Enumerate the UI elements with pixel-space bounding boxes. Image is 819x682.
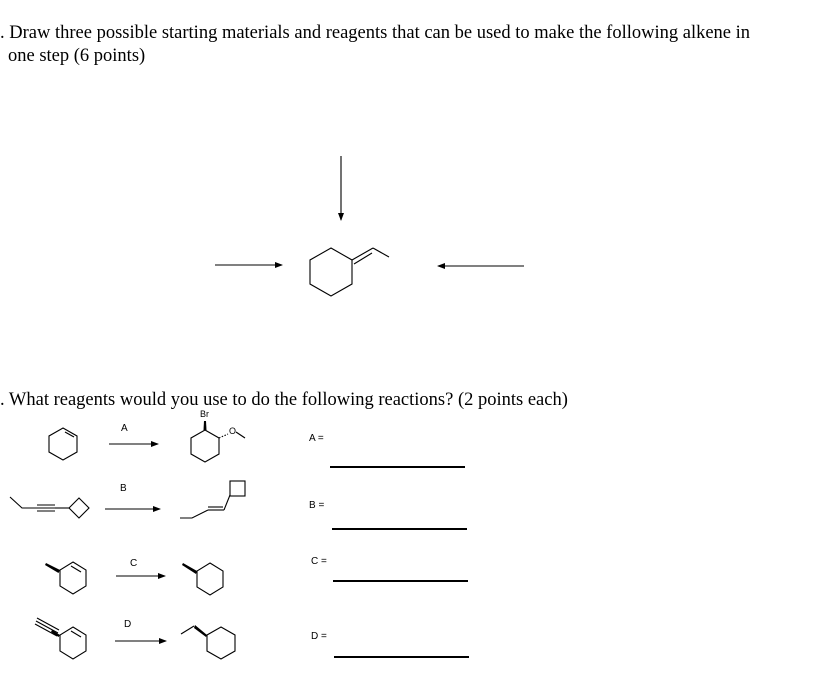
reaction-d-product-ethylcyclohexane [181, 626, 235, 659]
answer-b-label: B = [309, 500, 325, 511]
reaction-c-product-wedge [182, 563, 197, 574]
reaction-a-reactant-cyclohexene [49, 428, 77, 460]
question-2-text: . What reagents would you use to do the following reactions? (2 points each) [0, 390, 568, 410]
reaction-c-reactant-methylcyclohexene [60, 562, 86, 594]
reaction-b-arrow-label: B [120, 483, 127, 494]
reaction-a-product-bromo-methoxy-cyclohexane [191, 430, 245, 462]
oxygen-atom-label: O [229, 426, 237, 436]
reaction-c-product-methylcyclohexane [197, 563, 223, 595]
reaction-d-reactant-alkynyl-cyclohexene [35, 618, 86, 659]
reaction-d-arrow-label: D [124, 619, 132, 630]
reaction-c-arrow-label: C [130, 558, 138, 569]
reaction-a-arrow-label: A [121, 423, 128, 434]
answer-a-label: A = [309, 433, 324, 444]
bromine-atom-label: Br [200, 409, 209, 419]
target-alkene-structure [310, 248, 389, 296]
reaction-c-reactant-wedge [45, 563, 60, 573]
reaction-d-product-wedge [194, 625, 207, 637]
question-1-line-2: one step (6 points) [8, 46, 146, 66]
reaction-b-product-alkene-cyclobutane [180, 481, 245, 518]
reaction-a-bromo-wedge [204, 421, 207, 430]
question-1-line-1: . Draw three possible starting materials and reagents that can be used to make the following alkene in [0, 23, 751, 43]
answer-c-label: C = [311, 556, 327, 567]
answer-d-label: D = [311, 631, 327, 642]
reaction-b-reactant-alkyne-cyclobutane [10, 497, 89, 518]
